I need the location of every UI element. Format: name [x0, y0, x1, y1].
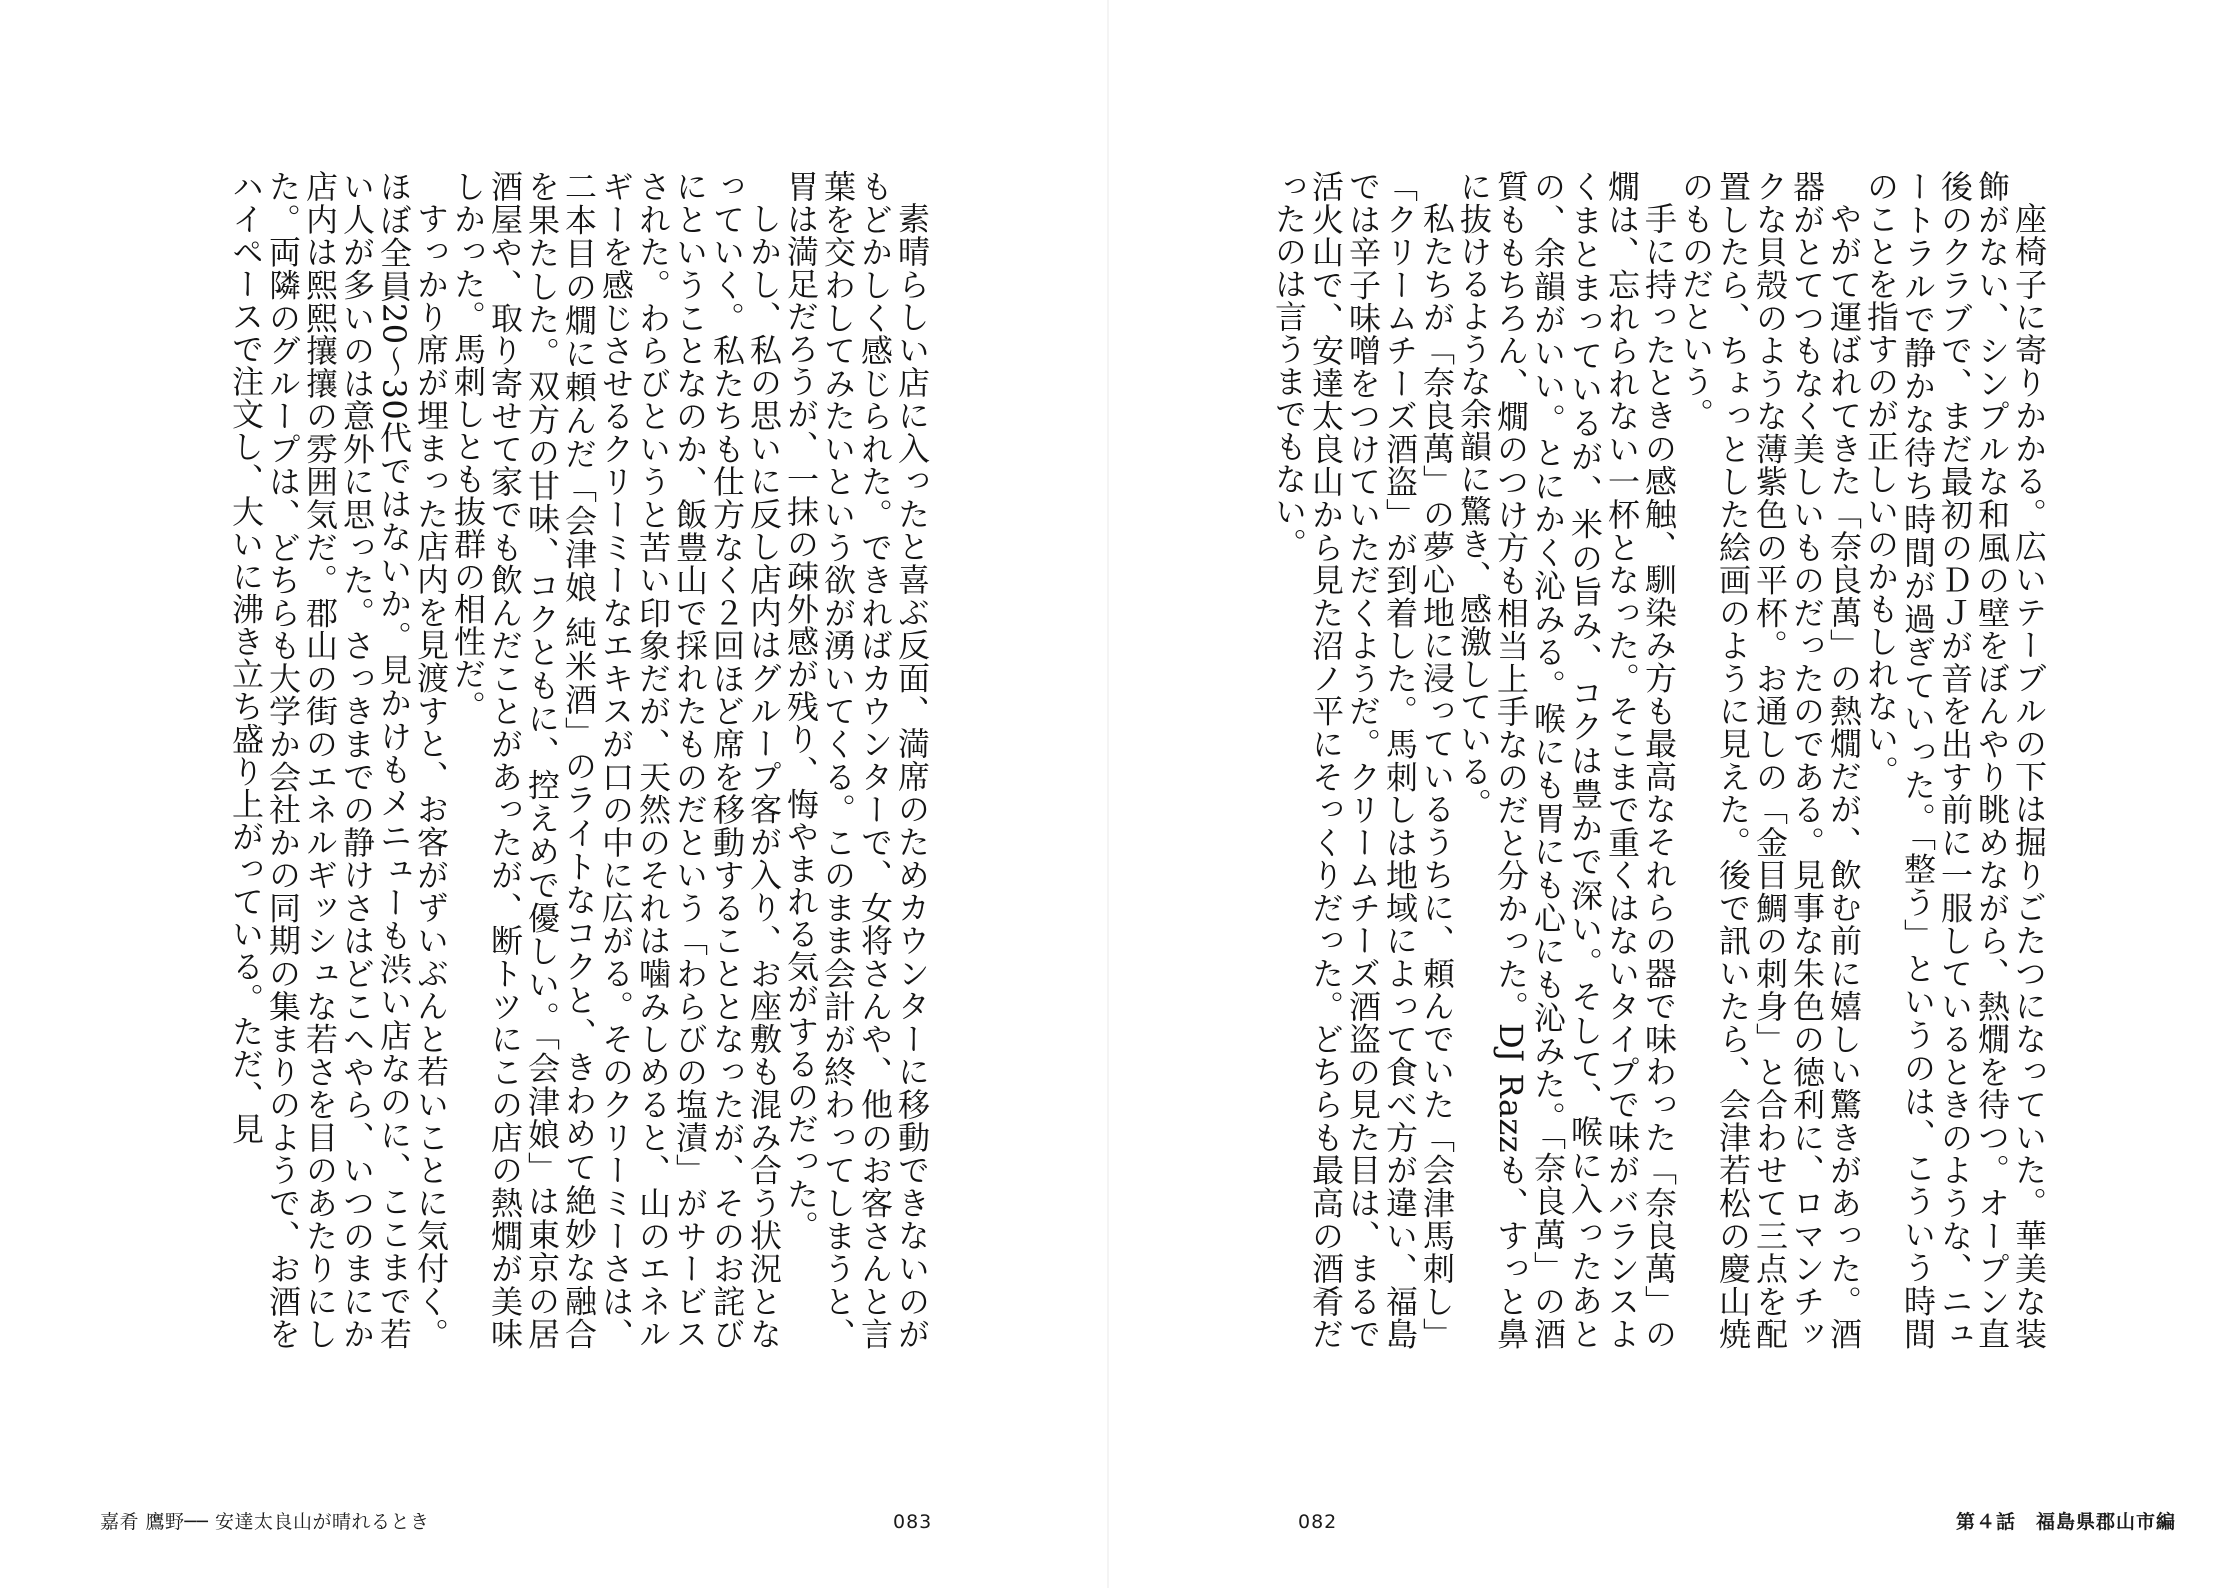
- right-paragraph-3: 手に持ったときの感触、馴染み方も最高なそれらの器で味わった「奈良萬」の燗は、忘れられない一杯となった。そこまで重くはないタイプで味がバランスよくまとまっているが、米の旨み、コクは豊かで深い。そして、喉に入ったあとの、余韻がいい。とにかく沁みる。喉にも胃にも心にも沁みた。「奈良萬」の酒質ももちろん、燗のつけ方も相当上手なのだと分かった。DJ Razzも、すっと鼻に抜けるような余韻に驚き、感激している。: [1455, 170, 1678, 1351]
- left-page-body: [103, 170, 930, 1350]
- left-paragraph-1: 素晴らしい店に入ったと喜ぶ反面、満席のためカウンターに移動できないのがもどかしく感じられた。できればカウンターで、女将さんや、他のお客さんと言葉を交わしてみたいという欲が湧いてくる。このまま会計が終わってしまうと、胃は満足だろうが、一抹の疎外感が残り、悔やまれる気がするのだった。: [782, 170, 931, 1351]
- left-paragraph-3: すっかり席が埋まった店内を見渡すと、お客がずいぶんと若いことに気付く。ほぼ全員20～30代ではないか。見かけもメニューも渋い店なのに、ここまで若い人が多いのは意外に思った。さっきまでの静けさはどこへやら、いつのまにか店内は熙熙攘攘の雰囲気だ。郡山の街のエネルギッシュな若さを目のあたりにした。両隣のグループは、どちらも大学か会社かの同期の集まりのようで、お酒をハイペースで注文し、大いに沸き立ち盛り上がっている。ただ、見: [227, 170, 450, 1350]
- right-page-body: [1270, 170, 2048, 1351]
- page-number-right: 082: [1298, 1511, 1338, 1533]
- page-number-left: 083: [893, 1511, 933, 1533]
- right-page: [1108, 0, 2216, 1588]
- running-title: 嘉肴 鷹野── 安達太良山が晴れるとき: [100, 1511, 430, 1533]
- chapter-label: 第４話 福島県郡山市編: [1955, 1511, 2176, 1533]
- right-paragraph-2: やがて運ばれてきた「奈良萬」の熱燗だが、飲む前に嬉しい驚きがあった。酒器がとてつもなく美しいものだったのである。見事な朱色の徳利に、ロマンチックな貝殻のような薄紫色の平杯。お通しの「金目鯛の刺身」と合わせて三点を配置したら、ちょっとした絵画のように見えた。後で訊いたら、会津若松の慶山焼のものだという。: [1677, 170, 1863, 1350]
- right-paragraph-1: 座椅子に寄りかかる。広いテーブルの下は掘りごたつになっていた。華美な装飾がない、シンプルな和風の壁をぼんやり眺めながら、熱燗を待つ。オープン直後のクラブで、まだ最初のＤＪが音を出す前に一服しているときのような、ニュートラルで静かな待ち時間が過ぎていった。「整う」というのは、こういう時間のことを指すのが正しいのかもしれない。: [1862, 170, 2048, 1350]
- right-paragraph-4: 私たちが「奈良萬」の夢心地に浸っているうちに、頼んでいた「会津馬刺し」「クリームチーズ酒盗」が到着した。馬刺しは地域によって食べ方が違い、福島では辛子味噌をつけていただくようだ。クリームチーズ酒盗の見た目は、まるで活火山で、安達太良山から見た沼ノ平にそっくりだった。どちらも最高の酒肴だったのは言うまでもない。: [1270, 170, 1456, 1350]
- left-paragraph-2: しかし、私の思いに反し店内はグループ客が入り、お座敷も混み合う状況となっていく。私たちも仕方なく２回ほど席を移動することとなったが、そのお詫びにということなのか、飯豊山で採れたものだという「わらびの塩漬」がサービスされた。わらびというと苦い印象だが、天然のそれは噛みしめると、山のエネルギーを感じさせるクリーミーなエキスが口の中に広がる。そのクリーミーさは、二本目の燗に頼んだ「会津娘 純米酒」のライトなコクと、きわめて絶妙な融合を果たした。双方の甘味、コクともに、控えめで優しい。「会津娘」は東京の居酒屋や、取り寄せて家でも飲んだことがあったが、断トツにこの店の熱燗が美味しかった。馬刺しとも抜群の相性だ。: [449, 170, 783, 1351]
